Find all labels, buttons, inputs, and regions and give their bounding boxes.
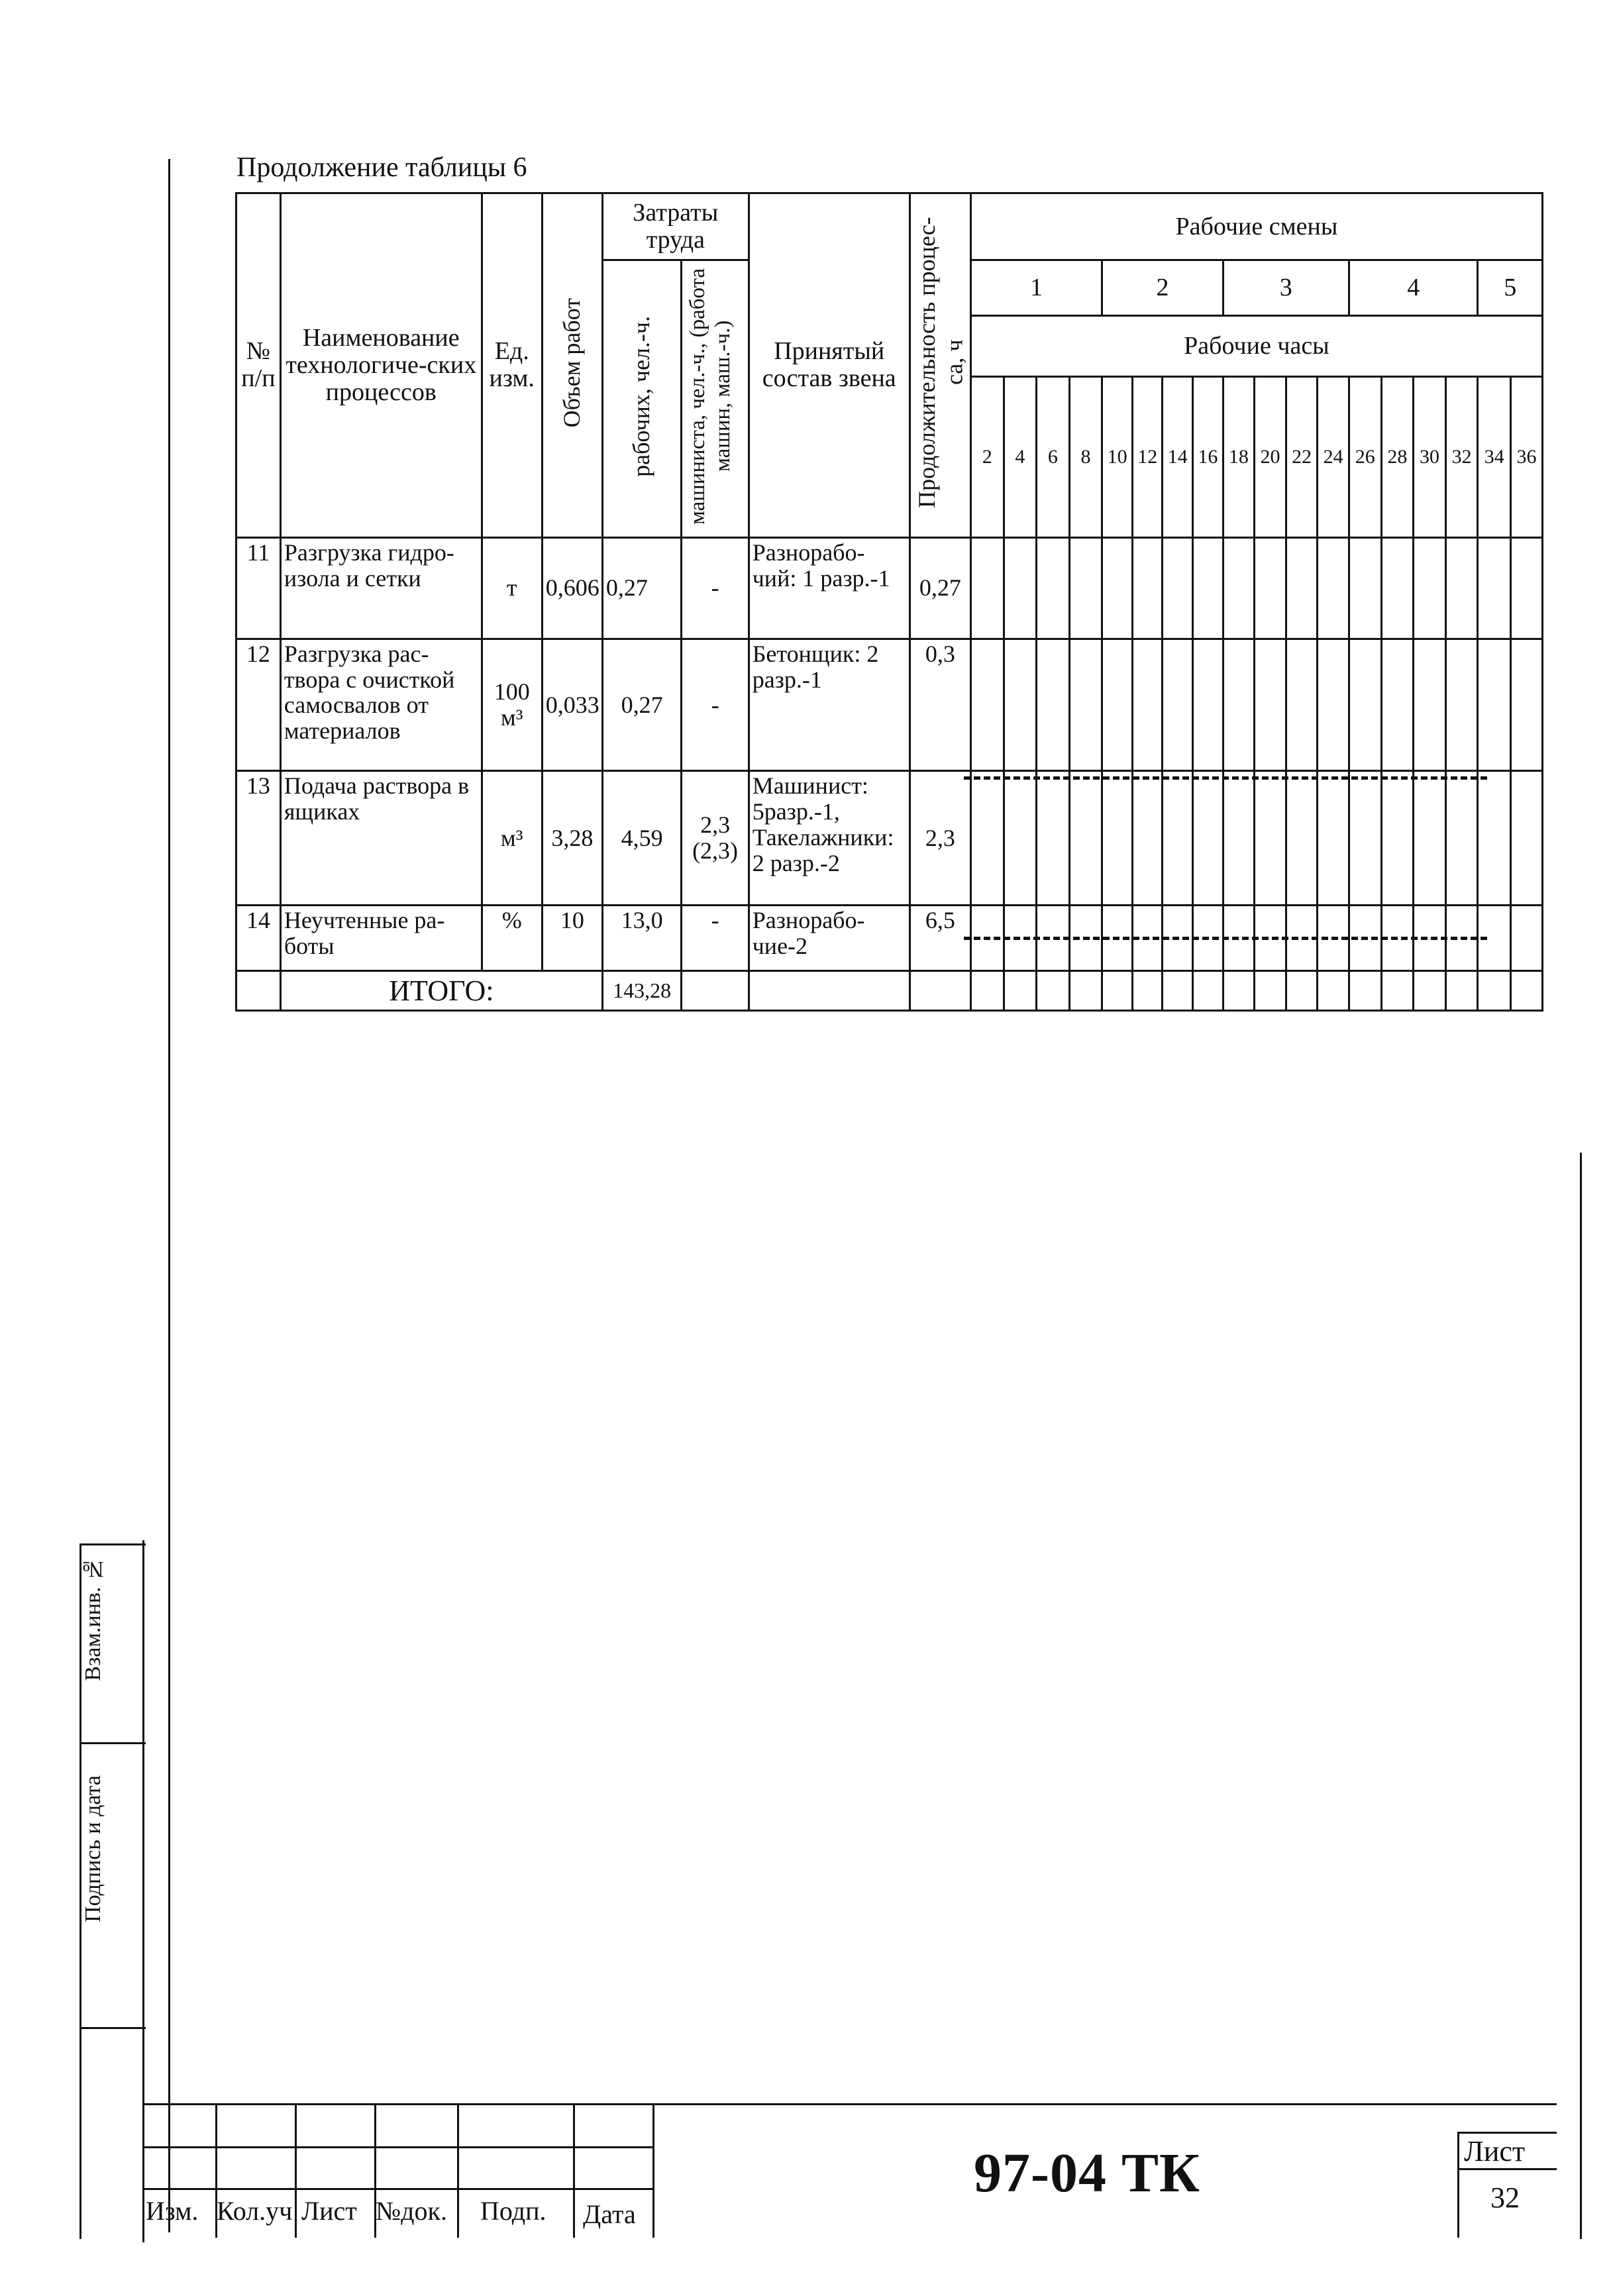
hour-cell: 2 xyxy=(970,377,1004,538)
stamp-sheet-label: Лист xyxy=(1464,2135,1526,2167)
header-volume: Объем работ xyxy=(542,193,602,538)
table-row xyxy=(236,771,1543,906)
shift-2: 2 xyxy=(1102,260,1223,316)
stamp-col-data: Дата xyxy=(583,2199,636,2229)
row-volume: 10 xyxy=(542,905,602,970)
total-row xyxy=(236,971,1543,1011)
hour-cell: 12 xyxy=(1132,377,1163,538)
hour-cell: 34 xyxy=(1478,377,1511,538)
document-code: 97-04 ТК xyxy=(974,2142,1200,2204)
row-crew: Разнорабо-чие-2 xyxy=(749,905,910,970)
shift-4: 4 xyxy=(1349,260,1477,316)
row-num: 11 xyxy=(236,537,281,639)
hour-cell: 8 xyxy=(1069,377,1102,538)
table-row xyxy=(236,537,1543,639)
row-duration: 0,3 xyxy=(910,639,970,770)
stamp-col-ndoc: №док. xyxy=(376,2196,447,2226)
total-workers: 143,28 xyxy=(602,971,682,1011)
header-num: № п/п xyxy=(236,193,281,538)
row-machinist: - xyxy=(682,537,749,639)
header-name: Наименование технологиче-ских процессов xyxy=(280,193,482,538)
hour-cell: 22 xyxy=(1286,377,1318,538)
stamp-col-podp: Подп. xyxy=(480,2196,546,2226)
frame-line-right xyxy=(1580,1153,1582,2239)
header-shifts-title: Рабочие смены xyxy=(970,193,1542,260)
table-caption: Продолжение таблицы 6 xyxy=(236,152,527,183)
header-labor-machinist: машиниста, чел.-ч., (работа машин, маш.-ч.) xyxy=(682,260,749,537)
row-duration: 2,3 xyxy=(910,771,970,906)
side-label-signature-date: Подпись и дата xyxy=(81,1775,105,1922)
row-unit: м³ xyxy=(482,771,542,906)
stamp-col-izm: Изм. xyxy=(146,2196,199,2226)
hour-cell: 26 xyxy=(1349,377,1381,538)
header-hours-title: Рабочие часы xyxy=(970,316,1542,377)
hour-cell: 24 xyxy=(1318,377,1349,538)
total-label: ИТОГО: xyxy=(280,971,602,1011)
row-workers: 0,27 xyxy=(602,537,682,639)
hour-cell: 14 xyxy=(1163,377,1193,538)
shift-1: 1 xyxy=(970,260,1102,316)
work-schedule-table xyxy=(235,192,1543,1012)
row-unit: т xyxy=(482,537,542,639)
hour-cell: 4 xyxy=(1004,377,1037,538)
row-num: 14 xyxy=(236,905,281,970)
row-crew: Разнорабо-чий: 1 разр.-1 xyxy=(749,537,910,639)
row-name: Подача раствора в ящиках xyxy=(280,771,482,906)
stamp-col-kolych: Кол.уч xyxy=(217,2196,293,2226)
row-crew: Бетонщик: 2 разр.-1 xyxy=(749,639,910,770)
row-workers: 13,0 xyxy=(602,905,682,970)
shift-5: 5 xyxy=(1478,260,1543,316)
header-labor: Затраты труда xyxy=(602,193,749,260)
row-crew: Машинист: 5разр.-1, Такелажники: 2 разр.-2 xyxy=(749,771,910,906)
row-name: Разгрузка рас-твора с очисткой самосвалов от материалов xyxy=(280,639,482,770)
hour-cell: 18 xyxy=(1223,377,1255,538)
stamp-sheet-number: 32 xyxy=(1490,2181,1520,2214)
header-duration: Продолжительность процес-са, ч xyxy=(910,193,970,538)
header-labor-workers: рабочих, чел.-ч. xyxy=(602,260,682,537)
row-name: Разгрузка гидро-изола и сетки xyxy=(280,537,482,639)
row-machinist: - xyxy=(682,639,749,770)
header-unit: Ед. изм. xyxy=(482,193,542,538)
side-stamp-line xyxy=(79,2027,146,2029)
table-row xyxy=(236,639,1543,770)
schedule-bar-row-13 xyxy=(964,776,1487,780)
row-machinist: - xyxy=(682,905,749,970)
row-workers: 0,27 xyxy=(602,639,682,770)
row-volume: 0,033 xyxy=(542,639,602,770)
row-duration: 6,5 xyxy=(910,905,970,970)
schedule-bar-row-14 xyxy=(964,937,1487,940)
hour-cell: 30 xyxy=(1414,377,1446,538)
frame-line-left xyxy=(168,159,170,2232)
row-duration: 0,27 xyxy=(910,537,970,639)
row-num: 13 xyxy=(236,771,281,906)
row-num: 12 xyxy=(236,639,281,770)
row-unit: 100 м³ xyxy=(482,639,542,770)
side-stamp-line xyxy=(79,1742,146,1744)
header-crew: Принятый состав звена xyxy=(749,193,910,538)
row-workers: 4,59 xyxy=(602,771,682,906)
hour-cell: 32 xyxy=(1445,377,1478,538)
title-block xyxy=(142,2103,1557,2238)
hour-cell: 10 xyxy=(1102,377,1133,538)
hour-cell: 28 xyxy=(1381,377,1414,538)
hour-cell: 36 xyxy=(1511,377,1543,538)
hour-cell: 6 xyxy=(1037,377,1070,538)
row-volume: 3,28 xyxy=(542,771,602,906)
row-machinist: 2,3 (2,3) xyxy=(682,771,749,906)
hour-cell: 20 xyxy=(1255,377,1286,538)
side-label-replacement: Взам.инв. № xyxy=(81,1557,105,1681)
side-stamp-line xyxy=(79,1543,146,1545)
row-volume: 0,606 xyxy=(542,537,602,639)
row-unit: % xyxy=(482,905,542,970)
stamp-col-list: Лист xyxy=(301,2196,357,2226)
row-name: Неучтенные ра-боты xyxy=(280,905,482,970)
shift-3: 3 xyxy=(1223,260,1349,316)
hour-cell: 16 xyxy=(1193,377,1223,538)
